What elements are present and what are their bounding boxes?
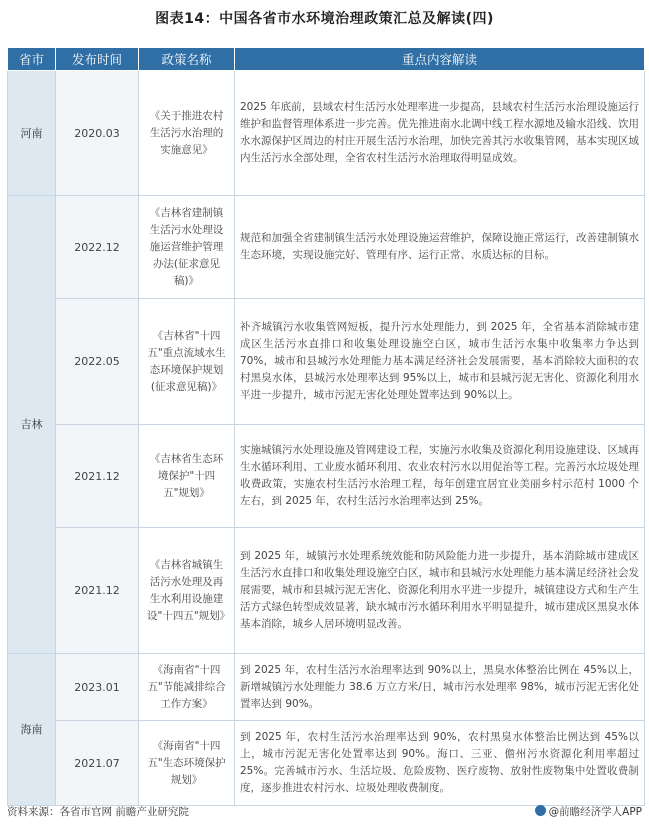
policy-name-cell: 《吉林省"十四五"重点流域水生态环境保护规划(征求意见稿)》	[139, 299, 235, 425]
brand-credit	[535, 804, 642, 819]
table-row	[8, 425, 645, 528]
header-date: 发布时间	[56, 48, 139, 71]
province-cell-henan: 河南	[8, 71, 56, 196]
content-cell: 补齐城镇污水收集管网短板，提升污水处理能力，到 2025 年，全省基本消除城市建成区生活污水直排口和收集处理设施空白区，城市生活污水集中收集率力争达到 70%，城市和县城污水处理能力基本满足经济社会发展需要，基本消除较大面积的农村黑臭水体，县城污水处理率达到 95%以上，城市和县城污泥无害化、资源化利用水平进一步提升，城市污泥无害化处理处置率达到 90%以上。	[235, 299, 645, 425]
table-row	[8, 196, 645, 299]
content-cell: 到 2025 年，农村生活污水治理率达到 90%以上，黑臭水体整治比例在 45%以上，新增城镇污水处理能力 38.6 万立方米/日，城市污水处理率 98%，城市污泥无害化处置率达到 90%。	[235, 654, 645, 721]
date-cell: 2021.12	[56, 425, 139, 528]
date-cell: 2022.12	[56, 196, 139, 299]
content-cell: 实施城镇污水处理设施及管网建设工程，实施污水收集及资源化利用设施建设、区域再生水循环利用、工业废水循环利用、农业农村污水以用促治等工程。完善污水垃圾处理收费政策，实施农村生活污水治理工程，每年创建宜居宜业美丽乡村示范村 1000 个左右，到 2025 年，农村生活污水治理率达到 25%。	[235, 425, 645, 528]
source-note: 资料来源：各省市官网 前瞻产业研究院	[7, 806, 189, 818]
content-cell: 到 2025 年，城镇污水处理系统效能和防风险能力进一步提升，基本消除城市建成区生活污水直排口和收集处理设施空白区，城市和县城污水处理能力基本满足经济社会发展需要，城市和县城污泥无害化、资源化利用水平进一步提升，城镇建设方式和生产生活方式绿色转型成效显著，缺水城市污水循环利用水平明显提升，城市建成区黑臭水体基本消除，城乡人居环境明显改善。	[235, 528, 645, 654]
content-cell: 到 2025 年，农村生活污水治理率达到 90%，农村黑臭水体整治比例达到 45%以上，城市污泥无害化处置率达到 90%。海口、三亚、儋州污水资源化利用率超过 25%。完善城市污水、生活垃圾、危险废物、医疗废物、放射性废物集中处置收费制度，逐步推进农村污水、垃圾处理收费制度。	[235, 721, 645, 806]
table-header-row	[8, 48, 645, 71]
policy-name-cell: 《海南省"十四五"节能减排综合工作方案》	[139, 654, 235, 721]
policy-table	[7, 47, 645, 806]
date-cell: 2021.07	[56, 721, 139, 806]
province-cell-hainan: 海南	[8, 654, 56, 806]
header-policy: 政策名称	[139, 48, 235, 71]
header-content: 重点内容解读	[235, 48, 645, 71]
table-row	[8, 299, 645, 425]
policy-name-cell: 《关于推进农村生活污水治理的实施意见》	[139, 71, 235, 196]
date-cell: 2022.05	[56, 299, 139, 425]
policy-name-cell: 《海南省"十四五"生态环境保护规划》	[139, 721, 235, 806]
table-row	[8, 721, 645, 806]
date-cell: 2021.12	[56, 528, 139, 654]
page-title: 图表14：中国各省市水环境治理政策汇总及解读(四)	[155, 11, 494, 27]
province-cell-jilin: 吉林	[8, 196, 56, 654]
policy-name-cell: 《吉林省生态环境保护"十四五"规划》	[139, 425, 235, 528]
content-cell: 2025 年底前，县域农村生活污水处理率进一步提高，县域农村生活污水治理设施运行维护和监督管理体系进一步完善。优先推进南水北调中线工程水源地及输水沿线、饮用水水源保护区周边的村庄开展生活污水治理，加快完善其污水收集管网，基本实现区域内生活污水全部处理，全省农村生活污水治理取得明显成效。	[235, 71, 645, 196]
date-cell: 2023.01	[56, 654, 139, 721]
brand-label: @前瞻经济学人APP	[548, 806, 642, 818]
date-cell: 2020.03	[56, 71, 139, 196]
brand-logo-icon	[535, 805, 546, 816]
header-province: 省市	[8, 48, 56, 71]
table-row	[8, 71, 645, 196]
policy-name-cell: 《吉林省建制镇生活污水处理设施运营维护管理办法(征求意见稿)》	[139, 196, 235, 299]
table-row	[8, 528, 645, 654]
policy-name-cell: 《吉林省城镇生活污水处理及再生水利用设施建设"十四五"规划》	[139, 528, 235, 654]
table-row	[8, 654, 645, 721]
content-cell: 规范和加强全省建制镇生活污水处理设施运营维护，保障设施正常运行，改善建制镇水生态环境，实现设施完好、管理有序、运行正常、水质达标的目标。	[235, 196, 645, 299]
